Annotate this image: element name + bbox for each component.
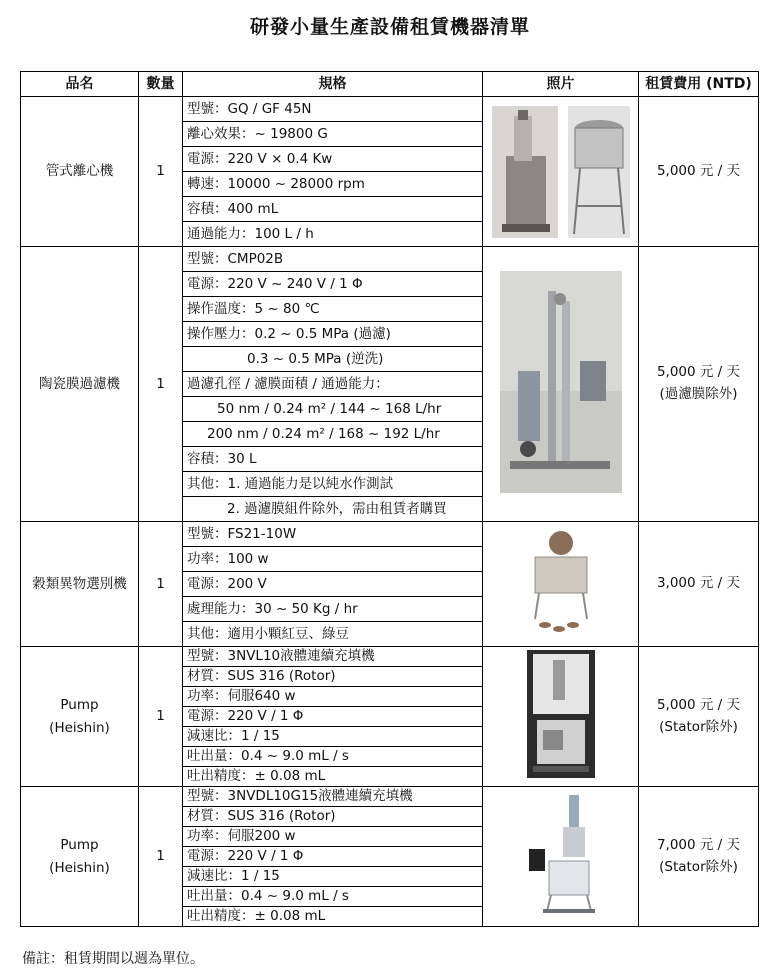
spec-line: 型號：3NVL10液體連續充填機 [183, 647, 483, 667]
item-fee: 5,000 元 / 天 (Stator除外) [639, 647, 759, 787]
table-row [21, 787, 759, 807]
item-qty: 1 [139, 787, 183, 927]
item-name: 穀類異物選別機 [21, 522, 139, 647]
centrifuge-photo [492, 106, 558, 238]
spec-line: 200 nm / 0.24 m² / 168 ~ 192 L/hr [183, 422, 483, 447]
spec-line: 材質：SUS 316 (Rotor) [183, 807, 483, 827]
item-photo [483, 522, 639, 647]
pump-3nvdl10g15-photo [525, 791, 597, 917]
item-name: Pump (Heishin) [21, 787, 139, 927]
header-qty: 數量 [139, 72, 183, 97]
spec-line: 電源：220 V / 1 Φ [183, 847, 483, 867]
spec-line: 功率：100 w [183, 547, 483, 572]
spec-line: 2. 過濾膜組件除外，需由租賃者購買 [183, 497, 483, 522]
membrane-filter-photo [500, 271, 622, 493]
table-row [21, 97, 759, 122]
item-qty: 1 [139, 247, 183, 522]
spec-line: 電源：220 V ~ 240 V / 1 Φ [183, 272, 483, 297]
spec-line: 型號：FS21-10W [183, 522, 483, 547]
item-name: Pump (Heishin) [21, 647, 139, 787]
spec-line: 電源：220 V / 1 Φ [183, 707, 483, 727]
table-row [21, 647, 759, 667]
header-fee: 租賃費用 (NTD) [639, 72, 759, 97]
table-row [21, 247, 759, 272]
table-row [21, 522, 759, 547]
spec-line: 材質：SUS 316 (Rotor) [183, 667, 483, 687]
item-photo [483, 647, 639, 787]
item-name: 管式離心機 [21, 97, 139, 247]
spec-line: 通過能力：100 L / h [183, 222, 483, 247]
spec-line: 型號：GQ / GF 45N [183, 97, 483, 122]
spec-line: 吐出精度：± 0.08 mL [183, 767, 483, 787]
item-photo [483, 787, 639, 927]
rental-table [20, 71, 759, 927]
spec-line: 功率：伺服200 w [183, 827, 483, 847]
spec-line: 容積：400 mL [183, 197, 483, 222]
spec-line: 吐出量：0.4 ~ 9.0 mL / s [183, 887, 483, 907]
item-photo [483, 97, 639, 247]
header-photo: 照片 [483, 72, 639, 97]
footnote: 備註：租賃期間以週為單位。 [22, 951, 204, 967]
spec-line: 容積：30 L [183, 447, 483, 472]
spec-line: 型號：3NVDL10G15液體連續充填機 [183, 787, 483, 807]
spec-line: 0.3 ~ 0.5 MPa (逆洗) [183, 347, 483, 372]
spec-line: 型號：CMP02B [183, 247, 483, 272]
spec-line: 減速比：1 / 15 [183, 727, 483, 747]
header-spec: 規格 [183, 72, 483, 97]
spec-line: 減速比：1 / 15 [183, 867, 483, 887]
centrifuge-stand-photo [568, 106, 630, 238]
item-qty: 1 [139, 647, 183, 787]
item-qty: 1 [139, 97, 183, 247]
spec-line: 吐出精度：± 0.08 mL [183, 907, 483, 927]
item-qty: 1 [139, 522, 183, 647]
item-fee: 3,000 元 / 天 [639, 522, 759, 647]
spec-line: 其他：適用小顆紅豆、綠豆 [183, 622, 483, 647]
spec-line: 其他：1. 通過能力是以純水作測試 [183, 472, 483, 497]
spec-line: 吐出量：0.4 ~ 9.0 mL / s [183, 747, 483, 767]
spec-line: 處理能力：30 ~ 50 Kg / hr [183, 597, 483, 622]
spec-line: 操作溫度：5 ~ 80 ℃ [183, 297, 483, 322]
header-row [21, 72, 759, 97]
spec-line: 過濾孔徑 / 濾膜面積 / 通過能力： [183, 372, 483, 397]
spec-line: 功率：伺服640 w [183, 687, 483, 707]
page-title: 研發小量生產設備租賃機器清單 [249, 16, 530, 38]
spec-line: 50 nm / 0.24 m² / 144 ~ 168 L/hr [183, 397, 483, 422]
spec-line: 電源：200 V [183, 572, 483, 597]
pump-3nvl10-photo [527, 650, 595, 778]
spec-line: 轉速：10000 ~ 28000 rpm [183, 172, 483, 197]
spec-line: 離心效果：~ 19800 G [183, 122, 483, 147]
item-name: 陶瓷膜過濾機 [21, 247, 139, 522]
item-fee: 5,000 元 / 天 (過濾膜除外) [639, 247, 759, 522]
spec-line: 電源：220 V × 0.4 Kw [183, 147, 483, 172]
header-name: 品名 [21, 72, 139, 97]
item-fee: 5,000 元 / 天 [639, 97, 759, 247]
spec-line: 操作壓力：0.2 ~ 0.5 MPa (過濾) [183, 322, 483, 347]
item-photo [483, 247, 639, 522]
grain-sorter-photo [521, 527, 601, 637]
item-fee: 7,000 元 / 天 (Stator除外) [639, 787, 759, 927]
